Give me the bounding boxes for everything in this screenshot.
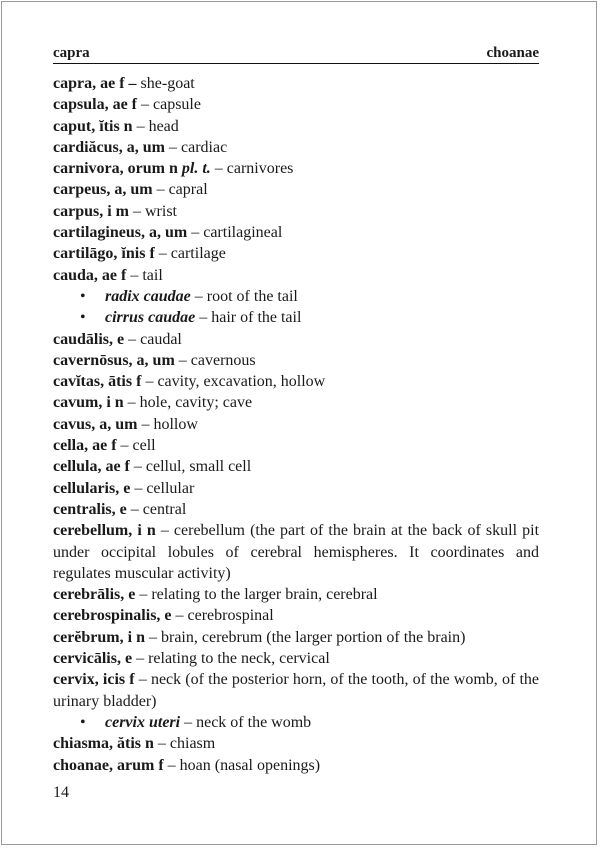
dictionary-entry (53, 414, 539, 435)
dictionary-entry (53, 584, 539, 605)
dictionary-entry (53, 350, 539, 371)
definition: – relating to the neck, cervical (132, 650, 330, 668)
running-head-right: choanae (486, 45, 539, 61)
dictionary-entry (53, 201, 539, 222)
headword: carnivora, orum n (53, 160, 178, 178)
headword: radix caudae (105, 287, 191, 305)
headword: cella, ae f (53, 437, 117, 455)
dictionary-entries (53, 73, 539, 776)
definition: – brain, cerebrum (the larger portion of the brain) (144, 628, 466, 646)
definition: – hoan (nasal openings) (163, 756, 321, 774)
definition: she-goat (136, 75, 195, 92)
sub-entry (53, 286, 539, 307)
dictionary-entry (53, 329, 539, 350)
dictionary-entry (53, 733, 539, 754)
headword: cerebrālis, e (53, 586, 136, 604)
headword: cerĕbrum, i n (53, 628, 145, 646)
definition: – head (132, 117, 179, 135)
dictionary-entry (53, 520, 539, 584)
definition: – cellul, small cell (129, 458, 252, 476)
dictionary-entry (53, 158, 539, 179)
definition: – tail (126, 266, 163, 284)
dictionary-entry (53, 371, 539, 392)
dictionary-entry (53, 627, 539, 648)
sub-entry-text (79, 307, 301, 328)
headword: caudālis, e (53, 330, 125, 348)
headword: cavum, i n (53, 394, 124, 412)
headword: cellularis, e (53, 479, 131, 497)
headword: cavĭtas, ātis f (53, 373, 142, 391)
definition: – hollow (137, 415, 198, 433)
definition: – hair of the tail (195, 309, 302, 327)
dictionary-entry (53, 435, 539, 456)
definition: – root of the tail (190, 287, 298, 305)
headword: chiasma, ătis n (53, 735, 154, 753)
definition: – carnivores (210, 160, 294, 178)
headword: cervix, icis f (53, 671, 135, 689)
dictionary-entry (53, 222, 539, 243)
dictionary-entry (53, 392, 539, 413)
dictionary-entry (53, 137, 539, 158)
bullet-icon: • (80, 309, 86, 327)
sub-entry (53, 307, 539, 328)
bullet-icon: • (80, 287, 86, 305)
headword: cartilāgo, ĭnis f (53, 245, 155, 263)
definition: – chiasm (153, 735, 216, 753)
definition: – cartilagineal (187, 224, 283, 242)
headword: choanae, arum f (53, 756, 164, 774)
headword: cauda, ae f (53, 266, 127, 284)
headword: carpus, i m (53, 202, 129, 220)
definition: – cellular (130, 479, 195, 497)
header-rule (53, 63, 539, 64)
definition: – caudal (124, 330, 182, 348)
running-head (53, 44, 539, 62)
definition: – cavernous (174, 351, 256, 369)
definition: – neck (of the posterior horn, of the tooth, of the womb, of the urinary bladder) (53, 671, 540, 710)
definition: – cardiac (165, 138, 228, 156)
definition: – cavity, excavation, hollow (141, 373, 326, 391)
definition: – cartilage (154, 245, 226, 263)
headword: carpeus, a, um (53, 181, 153, 199)
page-number: 14 (53, 784, 69, 801)
headword: capsula, ae f (53, 96, 137, 114)
dictionary-entry (53, 605, 539, 626)
dictionary-entry (53, 94, 539, 115)
dictionary-entry (53, 648, 539, 669)
sub-entry (53, 712, 539, 733)
dictionary-entry (53, 669, 539, 712)
bullet-icon: • (80, 713, 86, 731)
definition: – cell (116, 437, 156, 455)
headword: caput, ĭtis n (53, 117, 133, 135)
headword: cavernōsus, a, um (53, 351, 175, 369)
dictionary-entry (53, 456, 539, 477)
headword: cavus, a, um (53, 415, 138, 433)
dictionary-entry (53, 265, 539, 286)
dictionary-entry (53, 755, 539, 776)
running-head-left: capra (53, 45, 90, 61)
sub-entry-text (79, 286, 298, 307)
headword: cervix uteri (105, 713, 181, 731)
dictionary-entry (53, 478, 539, 499)
dictionary-entry (53, 73, 539, 94)
definition: – hole, cavity; cave (123, 394, 253, 412)
definition: – cerebellum (the part of the brain at the back of skull pit under occipital lobules of cerebral hemispheres. It coordinates and regulates muscular activity) (53, 522, 540, 582)
headword: cerebrospinalis, e (53, 607, 172, 625)
headword: cardiăcus, a, um (53, 138, 165, 156)
dictionary-entry (53, 179, 539, 200)
headword: cerebellum, i n (53, 522, 156, 540)
dictionary-entry (53, 243, 539, 264)
headword: cellula, ae f (53, 458, 130, 476)
definition: – cerebrospinal (171, 607, 274, 625)
definition: – capsule (137, 96, 201, 114)
headword: capra, ae f – (53, 75, 137, 92)
grammar-note: pl. t. (177, 160, 211, 178)
definition: – wrist (129, 202, 177, 220)
definition: – relating to the larger brain, cerebral (135, 586, 378, 604)
headword: cartilagineus, a, um (53, 224, 188, 242)
headword: centralis, e (53, 500, 127, 518)
headword: cervicālis, e (53, 650, 133, 668)
dictionary-entry (53, 116, 539, 137)
definition: – central (126, 500, 187, 518)
definition: – neck of the womb (180, 713, 312, 731)
definition: – capral (152, 181, 208, 199)
dictionary-entry (53, 499, 539, 520)
sub-entry-text (79, 712, 311, 733)
headword: cirrus caudae (105, 309, 196, 327)
